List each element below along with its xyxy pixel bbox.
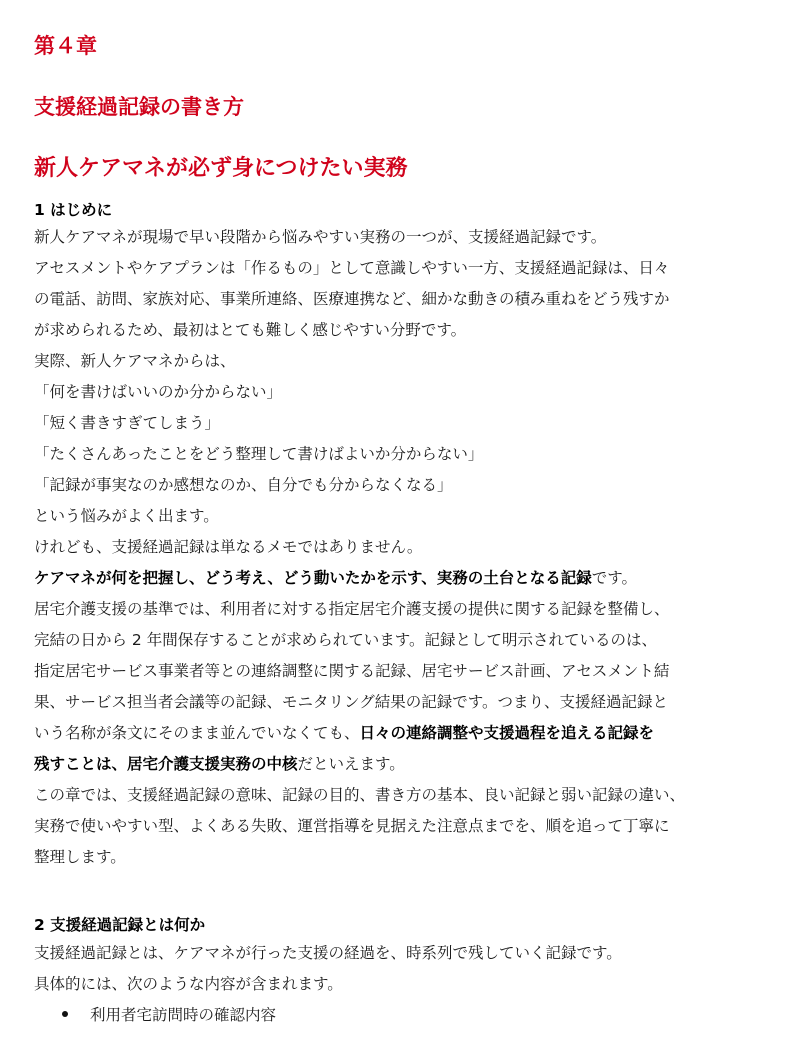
paragraph-line: が求められるため、最初はとても難しく感じやすい分野です。 xyxy=(34,321,467,339)
paragraph-line: 整理します。 xyxy=(34,848,126,866)
paragraph-line: 実際、新人ケアマネからは、 xyxy=(34,352,236,370)
paragraph-line: 果、サービス担当者会議等の記録、モニタリング結果の記録です。つまり、支援経過記録と xyxy=(34,693,668,711)
paragraph-line: 新人ケアマネが現場で早い段階から悩みやすい実務の一つが、支援経過記録です。 xyxy=(34,228,607,246)
quote-line: 「たくさんあったことをどう整理して書けばよいか分からない」 xyxy=(34,445,484,463)
emphasis-line xyxy=(34,568,637,588)
chapter-title: 支援経過記録の書き方 xyxy=(34,95,244,119)
emphasis-bold: ケアマネが何を把握し、どう考え、どう動いたかを示す、実務の土台となる記録 xyxy=(34,569,592,587)
paragraph-line: けれども、支援経過記録は単なるメモではありません。 xyxy=(34,538,423,556)
emphasis-rest: です。 xyxy=(591,569,637,587)
bullet-list-item xyxy=(62,1005,276,1025)
paragraph-line: という悩みがよく出ます。 xyxy=(34,507,219,525)
section-1-heading: 1 はじめに xyxy=(34,201,113,219)
mixed-line xyxy=(34,723,654,743)
bullet-icon xyxy=(62,1011,68,1017)
mixed-plain: だといえます。 xyxy=(297,755,405,773)
paragraph-line: 指定居宅サービス事業者等との連絡調整に関する記録、居宅サービス計画、アセスメント結 xyxy=(34,662,670,680)
paragraph-line: 居宅介護支援の基準では、利用者に対する指定居宅介護支援の提供に関する記録を整備し、 xyxy=(34,600,670,618)
mixed-bold: 残すことは、居宅介護支援実務の中核 xyxy=(34,755,298,773)
paragraph-line: 支援経過記録とは、ケアマネが行った支援の経過を、時系列で残していく記録です。 xyxy=(34,944,622,962)
section-2-heading: 2 支援経過記録とは何か xyxy=(34,916,206,934)
chapter-heading: 第４章 xyxy=(34,34,97,58)
mixed-plain: いう名称が条文にそのまま並んでいなくても、 xyxy=(34,724,360,742)
quote-line: 「記録が事実なのか感想なのか、自分でも分からなくなる」 xyxy=(34,476,453,494)
paragraph-line: アセスメントやケアプランは「作るもの」として意識しやすい一方、支援経過記録は、日々 xyxy=(34,259,670,277)
bullet-text: 利用者宅訪問時の確認内容 xyxy=(90,1006,277,1024)
paragraph-line: 完結の日から 2 年間保存することが求められています。記録として明示されているのは、 xyxy=(34,631,657,649)
paragraph-line: 実務で使いやすい型、よくある失敗、運営指導を見据えた注意点までを、順を追って丁寧に xyxy=(34,817,670,835)
chapter-subtitle: 新人ケアマネが必ず身につけたい実務 xyxy=(34,156,408,181)
paragraph-line: 具体的には、次のような内容が含まれます。 xyxy=(34,975,343,993)
mixed-bold: 日々の連絡調整や支援過程を追える記録を xyxy=(359,724,655,742)
quote-line: 「短く書きすぎてしまう」 xyxy=(34,414,221,432)
paragraph-line: この章では、支援経過記録の意味、記録の目的、書き方の基本、良い記録と弱い記録の違い、 xyxy=(34,786,686,804)
mixed-line xyxy=(34,754,405,774)
paragraph-line: の電話、訪問、家族対応、事業所連絡、医療連携など、細かな動きの積み重ねをどう残すか xyxy=(34,290,670,308)
quote-line: 「何を書けばいいのか分からない」 xyxy=(34,383,283,401)
